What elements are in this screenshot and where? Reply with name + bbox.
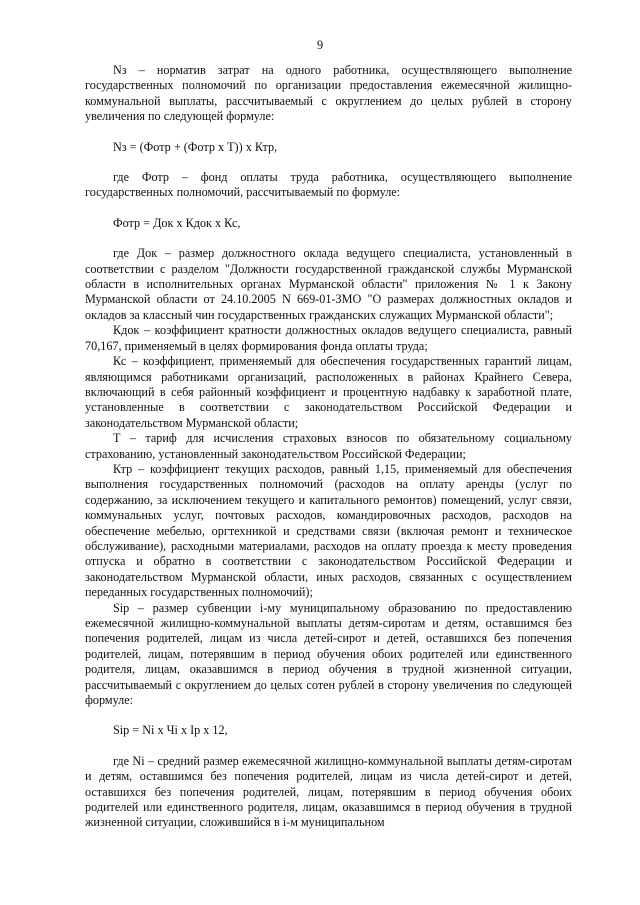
paragraph-sip-definition: Sip – размер субвенции i-му муниципальному образованию по предоставлению ежемесячной жилищно-коммунальной выплаты детям-сиротам и детям, оставшимся без попечения родителей, лицам из числа детей-сирот и детей, оставшихся без попечения родителей, лицам, потерявшим в период обучения обоих родителей или единственного родителя, лицам, оказавшимся в период обучения в трудной жизненной ситуации, рассчитываемый с округлением до целых сотен рублей в сторону увеличения по следующей формуле: — [85, 600, 572, 708]
spacer — [85, 231, 572, 246]
paragraph-ktr-definition: Ктр – коэффициент текущих расходов, равный 1,15, применяемый для обеспечения выполнения государственных полномочий (расходов на оплату аренды (услуг по содержанию, за исключением текущего и капитального ремонтов) помещений, услуг связи, коммунальных услуг, почтовых расходов, командировочных расходов, расходов на обеспечение мебелью, оргтехникой и средствами связи (включая ремонт и техническое обслуживание), расходными материалами, расходов на оплату проезда к месту проведения отпуска и обратно в соответствии с законодательством Российской Федерации и законодательством Мурманской области, иных расходов, связанных с осуществлением переданных государственных полномочий); — [85, 461, 572, 600]
spacer — [85, 739, 572, 754]
document-body — [85, 63, 572, 831]
spacer — [85, 708, 572, 723]
page-number: 9 — [316, 38, 324, 52]
paragraph-ni-definition: где Ni – средний размер ежемесячной жилищно-коммунальной выплаты детям-сиротам и детям, оставшимся без попечения родителей, лицам из числа детей-сирот и детей, оставшихся без попечения родителей, лицам, потерявшим в период обучения обоих родителей или единственного родителя, лицам, оказавшимся в период обучения в трудной жизненной ситуации, сложившийся в i-м муниципальном — [85, 753, 572, 830]
paragraph-ks-definition: Кс – коэффициент, применяемый для обеспечения государственных гарантий лицам, являющимся работниками организаций, расположенных в районах Крайнего Севера, включающий в себя районный коэффициент и процентную надбавку к заработной плате, установленные в соответствии с законодательством Российской Федерации и законодательством Мурманской области; — [85, 354, 572, 430]
paragraph-t-definition: Т – тариф для исчисления страховых взносов по обязательному социальному страхованию, установленный законодательством Российской Федерации; — [85, 431, 572, 461]
paragraph-nz-definition: Nз – норматив затрат на одного работника, осуществляющего выполнение государственных полномочий по организации предоставления ежемесячной жилищно-коммунальной выплаты, рассчитываемый с округлением до целых рублей в сторону увеличения по следующей формуле: — [85, 63, 572, 124]
formula-nz: Nз = (Фотр + (Фотр х Т)) х Ктр, — [113, 139, 278, 154]
spacer — [85, 201, 572, 216]
spacer — [85, 125, 572, 140]
formula-fotr: Фотр = Док х Кдок х Кс, — [113, 215, 241, 230]
paragraph-dok-definition: где Док – размер должностного оклада ведущего специалиста, установленный в соответствии с разделом "Должности государственной гражданской службы Мурманской области в исполнительных органах Мурманской области" приложения № 1 к Закону Мурманской области от 24.10.2005 N 669-01-ЗМО "О размерах должностных окладов и окладов за классный чин государственных гражданских служащих Мурманской области"; — [85, 246, 572, 322]
paragraph-fotr-definition: где Фотр – фонд оплаты труда работника, осуществляющего выполнение государственных полномочий, рассчитываемый по формуле: — [85, 170, 572, 200]
spacer — [85, 155, 572, 170]
paragraph-kdok-definition: Кдок – коэффициент кратности должностных окладов ведущего специалиста, равный 70,167, применяемый в целях формирования фонда оплаты труда; — [85, 323, 572, 353]
formula-sip: Sip = Ni х Чi х Ip х 12, — [113, 723, 228, 738]
